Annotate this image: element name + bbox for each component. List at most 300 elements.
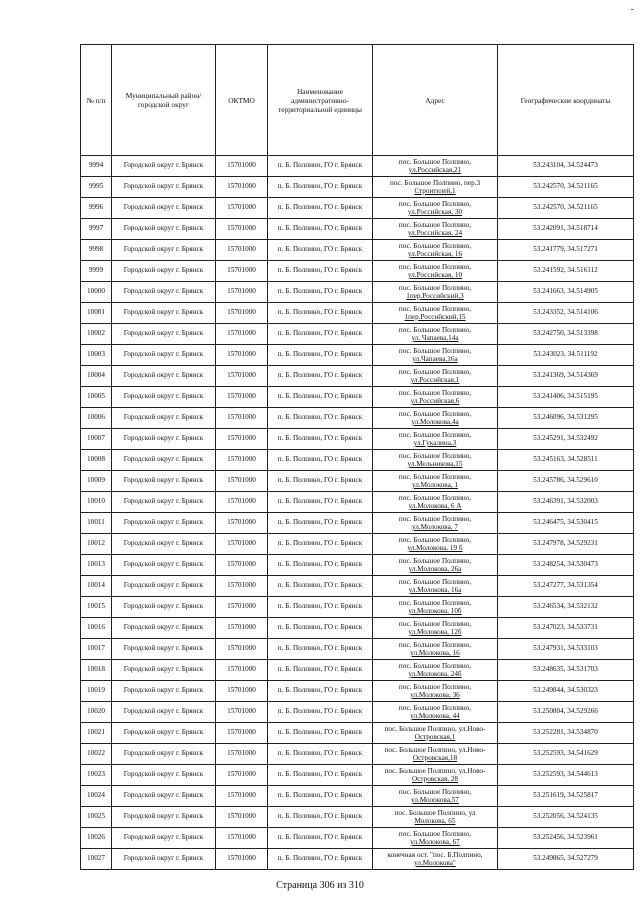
- address-line-2: Молокова, 65: [414, 817, 456, 825]
- address-line-1: пос. Большое Полпино,: [398, 326, 472, 334]
- address-line-1: пос. Большое Полпино,: [398, 347, 472, 355]
- header-oktmo: ОКТМО: [216, 45, 268, 156]
- address-line-2: ул.Российская, 30: [407, 208, 463, 216]
- cell-unit: п. Б. Полпино, ГО г. Брянск: [268, 156, 373, 177]
- cell-oktmo: 15701000: [216, 303, 268, 324]
- cell-number: 9999: [81, 261, 112, 282]
- cell-unit: п. Б. Полпино, ГО г. Брянск: [268, 324, 373, 345]
- cell-oktmo: 15701000: [216, 450, 268, 471]
- cell-oktmo: 15701000: [216, 282, 268, 303]
- cell-oktmo: 15701000: [216, 618, 268, 639]
- corner-mark: -: [630, 4, 634, 15]
- header-coords: Географические координаты: [498, 45, 634, 156]
- address-line-2: ул.Молокова,57: [411, 796, 459, 804]
- table-row: [81, 345, 634, 366]
- address-line-1: пос. Большое Полпино,: [398, 200, 472, 208]
- table-row: [81, 597, 634, 618]
- table-row: [81, 618, 634, 639]
- cell-unit: п. Б. Полпино, ГО г. Брянск: [268, 450, 373, 471]
- table-row: [81, 723, 634, 744]
- cell-unit: п. Б. Полпино, ГО г. Брянск: [268, 345, 373, 366]
- table-row: [81, 408, 634, 429]
- address-line-1: пос. Большое Полпино,: [398, 599, 472, 607]
- address-line-1: пос. Большое Полпино,: [398, 704, 472, 712]
- cell-coordinates: 53.252056, 34.524135: [498, 807, 634, 828]
- table-row: [81, 429, 634, 450]
- cell-coordinates: 53.252593, 34.541629: [498, 744, 634, 765]
- cell-address: [373, 576, 498, 597]
- cell-oktmo: 15701000: [216, 660, 268, 681]
- cell-number: 10018: [81, 660, 112, 681]
- address-line-2: ул.Российская,6: [410, 397, 460, 405]
- cell-oktmo: 15701000: [216, 261, 268, 282]
- cell-oktmo: 15701000: [216, 555, 268, 576]
- cell-coordinates: 53.251619, 34.525817: [498, 786, 634, 807]
- cell-district: Городской округ г. Брянск: [112, 366, 216, 387]
- cell-unit: п. Б. Полпино, ГО г. Брянск: [268, 387, 373, 408]
- cell-district: Городской округ г. Брянск: [112, 639, 216, 660]
- cell-oktmo: 15701000: [216, 786, 268, 807]
- cell-coordinates: 53.248254, 34.530473: [498, 555, 634, 576]
- cell-unit: п. Б. Полпино, ГО г. Брянск: [268, 576, 373, 597]
- table-row: [81, 471, 634, 492]
- address-line-1: пос. Большое Полпино,: [398, 494, 472, 502]
- cell-address: [373, 156, 498, 177]
- cell-number: 10010: [81, 492, 112, 513]
- cell-address: [373, 303, 498, 324]
- cell-address: [373, 324, 498, 345]
- cell-address: [373, 555, 498, 576]
- address-line-2: ул.Молокова, 19 б: [407, 544, 463, 552]
- table-row: [81, 156, 634, 177]
- cell-unit: п. Б. Полпино, ГО г. Брянск: [268, 261, 373, 282]
- cell-address: [373, 786, 498, 807]
- cell-unit: п. Б. Полпино, ГО г. Брянск: [268, 702, 373, 723]
- cell-oktmo: 15701000: [216, 576, 268, 597]
- address-line-1: пос. Большое Полпино,: [398, 515, 472, 523]
- cell-oktmo: 15701000: [216, 681, 268, 702]
- cell-district: Городской округ г. Брянск: [112, 282, 216, 303]
- cell-address: [373, 471, 498, 492]
- cell-coordinates: 53.252593, 34.544613: [498, 765, 634, 786]
- table-row: [81, 513, 634, 534]
- cell-coordinates: 53.247931, 34.533103: [498, 639, 634, 660]
- table-row: [81, 849, 634, 870]
- address-line-2: ул.Молокова,4а: [411, 418, 459, 426]
- address-line-1: пос. Большое Полпино,: [398, 410, 472, 418]
- address-line-1: пос. Большое Полпино, ул.Ново-: [384, 725, 486, 733]
- address-line-1: пос. Большое Полпино, пер.3: [389, 179, 481, 187]
- address-line-2: ул.Молокова, 16: [410, 649, 460, 657]
- cell-oktmo: 15701000: [216, 702, 268, 723]
- cell-oktmo: 15701000: [216, 765, 268, 786]
- cell-unit: п. Б. Полпино, ГО г. Брянск: [268, 198, 373, 219]
- table-row: [81, 177, 634, 198]
- cell-unit: п. Б. Полпино, ГО г. Брянск: [268, 555, 373, 576]
- cell-address: [373, 639, 498, 660]
- cell-number: 10006: [81, 408, 112, 429]
- table-row: [81, 324, 634, 345]
- cell-number: 10012: [81, 534, 112, 555]
- address-line-1: пос. Большое Полпино,: [398, 452, 472, 460]
- cell-district: Городской округ г. Брянск: [112, 807, 216, 828]
- address-line-2: ул.Чапаева,16а: [412, 355, 458, 363]
- cell-unit: п. Б. Полпино, ГО г. Брянск: [268, 765, 373, 786]
- cell-coordinates: 53.242091, 34.518714: [498, 219, 634, 240]
- cell-unit: п. Б. Полпино, ГО г. Брянск: [268, 408, 373, 429]
- cell-address: [373, 513, 498, 534]
- address-line-2: Островская,1: [414, 733, 456, 741]
- cell-address: [373, 240, 498, 261]
- cell-district: Городской округ г. Брянск: [112, 198, 216, 219]
- cell-coordinates: 53.241663, 34.514905: [498, 282, 634, 303]
- table-row: [81, 240, 634, 261]
- cell-unit: п. Б. Полпино, ГО г. Брянск: [268, 807, 373, 828]
- cell-coordinates: 53.250804, 34.529266: [498, 702, 634, 723]
- address-line-2: ул.Молокова, 7: [412, 523, 458, 531]
- cell-coordinates: 53.245786, 34.529610: [498, 471, 634, 492]
- cell-unit: п. Б. Полпино, ГО г. Брянск: [268, 618, 373, 639]
- cell-oktmo: 15701000: [216, 387, 268, 408]
- cell-oktmo: 15701000: [216, 828, 268, 849]
- cell-coordinates: 53.243104, 34.524473: [498, 156, 634, 177]
- cell-district: Городской округ г. Брянск: [112, 555, 216, 576]
- cell-coordinates: 53.246534, 34.532132: [498, 597, 634, 618]
- address-line-2: ул.Российская,21: [408, 166, 462, 174]
- cell-unit: п. Б. Полпино, ГО г. Брянск: [268, 681, 373, 702]
- address-line-2: 1пер.Российский,3: [406, 292, 464, 300]
- address-line-2: ул.Молокова, 16а: [408, 586, 462, 594]
- cell-coordinates: 53.241406, 34.515195: [498, 387, 634, 408]
- address-line-1: пос. Большое Полпино,: [398, 536, 472, 544]
- cell-number: 10007: [81, 429, 112, 450]
- cell-address: [373, 807, 498, 828]
- address-line-2: ул.Российская, 16: [407, 250, 463, 258]
- cell-address: [373, 723, 498, 744]
- cell-unit: п. Б. Полпино, ГО г. Брянск: [268, 240, 373, 261]
- address-line-2: ул.Молокова, 44: [410, 712, 460, 720]
- cell-district: Городской округ г. Брянск: [112, 324, 216, 345]
- cell-number: 10020: [81, 702, 112, 723]
- cell-oktmo: 15701000: [216, 639, 268, 660]
- cell-unit: п. Б. Полпино, ГО г. Брянск: [268, 219, 373, 240]
- cell-district: Городской округ г. Брянск: [112, 618, 216, 639]
- table-header-row: [81, 45, 634, 156]
- cell-address: [373, 597, 498, 618]
- cell-district: Городской округ г. Брянск: [112, 513, 216, 534]
- cell-address: [373, 534, 498, 555]
- table-row: [81, 765, 634, 786]
- table-row: [81, 828, 634, 849]
- cell-unit: п. Б. Полпино, ГО г. Брянск: [268, 534, 373, 555]
- cell-number: 10011: [81, 513, 112, 534]
- cell-number: 9994: [81, 156, 112, 177]
- cell-oktmo: 15701000: [216, 849, 268, 870]
- table-row: [81, 534, 634, 555]
- address-line-2: ул.Гукалина,3: [413, 439, 457, 447]
- cell-number: 10005: [81, 387, 112, 408]
- cell-address: [373, 177, 498, 198]
- cell-coordinates: 53.246391, 34.532003: [498, 492, 634, 513]
- cell-coordinates: 53.246096, 34.531295: [498, 408, 634, 429]
- address-line-2: ул.Молокова, 12б: [408, 628, 462, 636]
- address-line-1: пос. Большое Полпино,: [398, 263, 472, 271]
- cell-number: 9998: [81, 240, 112, 261]
- cell-coordinates: 53.249844, 34.530323: [498, 681, 634, 702]
- address-line-2: ул.Российская, 10: [407, 271, 463, 279]
- cell-oktmo: 15701000: [216, 366, 268, 387]
- cell-district: Городской округ г. Брянск: [112, 408, 216, 429]
- cell-district: Городской округ г. Брянск: [112, 576, 216, 597]
- cell-number: 9995: [81, 177, 112, 198]
- table-row: [81, 387, 634, 408]
- cell-number: 9996: [81, 198, 112, 219]
- table-row: [81, 702, 634, 723]
- cell-coordinates: 53.243023, 34.511192: [498, 345, 634, 366]
- cell-address: [373, 387, 498, 408]
- cell-number: 10013: [81, 555, 112, 576]
- table-row: [81, 492, 634, 513]
- address-line-1: пос. Большое Полпино,: [398, 473, 472, 481]
- table-row: [81, 555, 634, 576]
- cell-district: Городской округ г. Брянск: [112, 240, 216, 261]
- cell-address: [373, 660, 498, 681]
- cell-oktmo: 15701000: [216, 429, 268, 450]
- header-address: Адрес: [373, 45, 498, 156]
- cell-number: 9997: [81, 219, 112, 240]
- cell-address: [373, 345, 498, 366]
- table-row: [81, 786, 634, 807]
- cell-coordinates: 53.247978, 34.529231: [498, 534, 634, 555]
- cell-district: Городской округ г. Брянск: [112, 303, 216, 324]
- cell-district: Городской округ г. Брянск: [112, 534, 216, 555]
- cell-unit: п. Б. Полпино, ГО г. Брянск: [268, 723, 373, 744]
- cell-oktmo: 15701000: [216, 492, 268, 513]
- address-line-1: пос. Большое Полпино, ул: [394, 809, 476, 817]
- cell-unit: п. Б. Полпино, ГО г. Брянск: [268, 744, 373, 765]
- address-line-1: пос. Большое Полпино,: [398, 242, 472, 250]
- cell-number: 10004: [81, 366, 112, 387]
- cell-oktmo: 15701000: [216, 597, 268, 618]
- data-table: [80, 44, 634, 870]
- cell-address: [373, 408, 498, 429]
- cell-number: 10015: [81, 597, 112, 618]
- cell-district: Городской округ г. Брянск: [112, 597, 216, 618]
- cell-district: Городской округ г. Брянск: [112, 429, 216, 450]
- cell-unit: п. Б. Полпино, ГО г. Брянск: [268, 303, 373, 324]
- header-num: № п/п: [81, 45, 112, 156]
- cell-unit: п. Б. Полпино, ГО г. Брянск: [268, 177, 373, 198]
- address-line-2: Островская, 28: [412, 775, 458, 783]
- cell-unit: п. Б. Полпино, ГО г. Брянск: [268, 282, 373, 303]
- cell-coordinates: 53.247277, 34.531354: [498, 576, 634, 597]
- cell-district: Городской округ г. Брянск: [112, 177, 216, 198]
- address-line-1: пос. Большое Полпино, ул.Ново-: [384, 746, 486, 754]
- cell-district: Городской округ г. Брянск: [112, 702, 216, 723]
- cell-address: [373, 702, 498, 723]
- address-line-1: пос. Большое Полпино, ул.Ново-: [384, 767, 486, 775]
- cell-oktmo: 15701000: [216, 744, 268, 765]
- address-line-2: ул.Молокова, 24б: [408, 670, 462, 678]
- table-row: [81, 303, 634, 324]
- cell-number: 10016: [81, 618, 112, 639]
- table-row: [81, 576, 634, 597]
- cell-address: [373, 492, 498, 513]
- cell-unit: п. Б. Полпино, ГО г. Брянск: [268, 429, 373, 450]
- cell-number: 10027: [81, 849, 112, 870]
- address-line-1: пос. Большое Полпино,: [398, 389, 472, 397]
- cell-unit: п. Б. Полпино, ГО г. Брянск: [268, 639, 373, 660]
- cell-oktmo: 15701000: [216, 156, 268, 177]
- cell-district: Городской округ г. Брянск: [112, 450, 216, 471]
- address-line-1: пос. Большое Полпино,: [398, 830, 472, 838]
- address-line-2: 1пер.Российский,15: [404, 313, 466, 321]
- cell-district: Городской округ г. Брянск: [112, 387, 216, 408]
- address-line-2: Островская,18: [412, 754, 458, 762]
- cell-oktmo: 15701000: [216, 219, 268, 240]
- address-line-1: пос. Большое Полпино,: [398, 662, 472, 670]
- cell-unit: п. Б. Полпино, ГО г. Брянск: [268, 597, 373, 618]
- table-row: [81, 366, 634, 387]
- cell-oktmo: 15701000: [216, 513, 268, 534]
- cell-coordinates: 53.241369, 34.514369: [498, 366, 634, 387]
- address-line-2: Строителей,1: [414, 187, 456, 195]
- address-line-1: пос. Большое Полпино,: [398, 431, 472, 439]
- table-body: [81, 156, 634, 870]
- table-row: [81, 282, 634, 303]
- cell-oktmo: 15701000: [216, 408, 268, 429]
- table-row: [81, 261, 634, 282]
- table-row: [81, 450, 634, 471]
- cell-oktmo: 15701000: [216, 177, 268, 198]
- address-line-1: пос. Большое Полпино,: [398, 683, 472, 691]
- cell-number: 10025: [81, 807, 112, 828]
- cell-number: 10019: [81, 681, 112, 702]
- header-unit: Наименование административно-территориальной единицы: [268, 45, 373, 156]
- cell-number: 10000: [81, 282, 112, 303]
- cell-address: [373, 849, 498, 870]
- cell-number: 10021: [81, 723, 112, 744]
- address-line-2: ул.Молокова, 6 А: [408, 502, 462, 510]
- cell-unit: п. Б. Полпино, ГО г. Брянск: [268, 828, 373, 849]
- cell-address: [373, 744, 498, 765]
- cell-district: Городской округ г. Брянск: [112, 723, 216, 744]
- cell-oktmo: 15701000: [216, 534, 268, 555]
- cell-address: [373, 198, 498, 219]
- cell-unit: п. Б. Полпино, ГО г. Брянск: [268, 660, 373, 681]
- cell-coordinates: 53.247023, 34.533731: [498, 618, 634, 639]
- cell-district: Городской округ г. Брянск: [112, 345, 216, 366]
- cell-unit: п. Б. Полпино, ГО г. Брянск: [268, 492, 373, 513]
- cell-district: Городской округ г. Брянск: [112, 786, 216, 807]
- address-line-2: ул.Молокова, 26а: [408, 565, 462, 573]
- cell-oktmo: 15701000: [216, 471, 268, 492]
- cell-unit: п. Б. Полпино, ГО г. Брянск: [268, 786, 373, 807]
- cell-oktmo: 15701000: [216, 723, 268, 744]
- header-district: Муниципальный район/городской округ: [112, 45, 216, 156]
- table-row: [81, 219, 634, 240]
- cell-number: 10026: [81, 828, 112, 849]
- cell-district: Городской округ г. Брянск: [112, 744, 216, 765]
- cell-address: [373, 429, 498, 450]
- address-line-1: пос. Большое Полпино,: [398, 284, 472, 292]
- cell-coordinates: 53.242570, 34.521165: [498, 198, 634, 219]
- address-line-1: пос. Большое Полпино,: [398, 620, 472, 628]
- address-line-1: пос. Большое Полпино,: [398, 578, 472, 586]
- address-line-1: конечная ост. "пос. Б.Полпино,: [387, 851, 483, 859]
- cell-district: Городской округ г. Брянск: [112, 156, 216, 177]
- cell-number: 10002: [81, 324, 112, 345]
- cell-number: 10009: [81, 471, 112, 492]
- cell-number: 10014: [81, 576, 112, 597]
- cell-district: Городской округ г. Брянск: [112, 681, 216, 702]
- cell-address: [373, 681, 498, 702]
- address-line-1: пос. Большое Полпино,: [398, 368, 472, 376]
- address-line-1: пос. Большое Полпино,: [398, 305, 472, 313]
- cell-district: Городской округ г. Брянск: [112, 261, 216, 282]
- cell-coordinates: 53.246475, 34.530415: [498, 513, 634, 534]
- cell-address: [373, 618, 498, 639]
- cell-unit: п. Б. Полпино, ГО г. Брянск: [268, 471, 373, 492]
- address-line-1: пос. Большое Полпино,: [398, 788, 472, 796]
- cell-address: [373, 261, 498, 282]
- table-row: [81, 681, 634, 702]
- address-line-2: ул.Молокова": [414, 859, 456, 867]
- cell-district: Городской округ г. Брянск: [112, 849, 216, 870]
- cell-number: 10003: [81, 345, 112, 366]
- cell-district: Городской округ г. Брянск: [112, 765, 216, 786]
- cell-address: [373, 765, 498, 786]
- address-line-2: ул.Молокова, 67: [410, 838, 460, 846]
- address-line-2: ул.Мельникова,15: [407, 460, 463, 468]
- cell-address: [373, 828, 498, 849]
- cell-coordinates: 53.248635, 34.531703: [498, 660, 634, 681]
- address-line-2: ул.Молокова, 1: [412, 481, 458, 489]
- cell-number: 10023: [81, 765, 112, 786]
- cell-unit: п. Б. Полпино, ГО г. Брянск: [268, 366, 373, 387]
- cell-district: Городской округ г. Брянск: [112, 219, 216, 240]
- cell-coordinates: 53.243352, 34.514106: [498, 303, 634, 324]
- table-row: [81, 660, 634, 681]
- cell-oktmo: 15701000: [216, 198, 268, 219]
- cell-number: 10022: [81, 744, 112, 765]
- address-line-2: ул.Молокова, 10б: [408, 607, 462, 615]
- cell-oktmo: 15701000: [216, 345, 268, 366]
- cell-oktmo: 15701000: [216, 324, 268, 345]
- table-row: [81, 198, 634, 219]
- cell-address: [373, 450, 498, 471]
- cell-number: 10008: [81, 450, 112, 471]
- cell-coordinates: 53.245291, 34.532492: [498, 429, 634, 450]
- address-line-1: пос. Большое Полпино,: [398, 158, 472, 166]
- address-line-1: пос. Большое Полпино,: [398, 557, 472, 565]
- table-row: [81, 744, 634, 765]
- address-line-2: ул.Молокова, 36: [410, 691, 460, 699]
- address-line-2: ул.Российская, 24: [407, 229, 463, 237]
- cell-address: [373, 282, 498, 303]
- address-line-1: пос. Большое Полпино,: [398, 221, 472, 229]
- cell-number: 10024: [81, 786, 112, 807]
- cell-district: Городской округ г. Брянск: [112, 471, 216, 492]
- cell-coordinates: 53.245163, 34.528511: [498, 450, 634, 471]
- cell-number: 10001: [81, 303, 112, 324]
- cell-coordinates: 53.252281, 34.534870: [498, 723, 634, 744]
- table-row: [81, 639, 634, 660]
- cell-coordinates: 53.241592, 34.516112: [498, 261, 634, 282]
- table-row: [81, 807, 634, 828]
- cell-coordinates: 53.252456, 34.523961: [498, 828, 634, 849]
- cell-coordinates: 53.249865, 34.527279: [498, 849, 634, 870]
